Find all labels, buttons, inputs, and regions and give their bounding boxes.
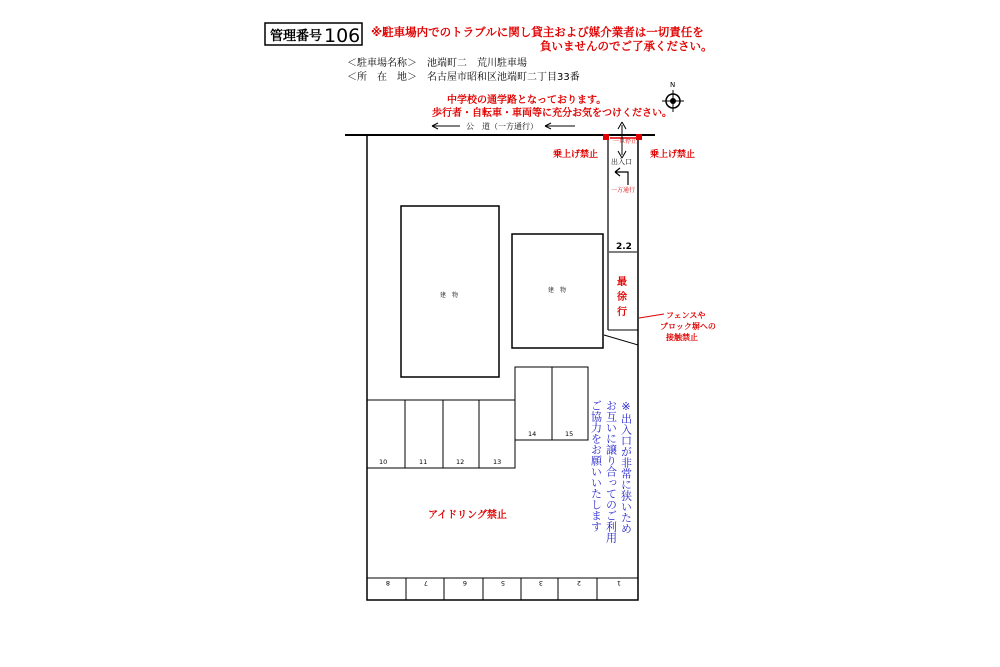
space-2: 2 xyxy=(576,579,581,587)
space-7: 7 xyxy=(423,579,428,587)
slow-char-2: 徐 xyxy=(617,292,627,303)
space-8: 8 xyxy=(385,579,390,587)
disclaimer-line2: 負いませんのでご了承ください。 xyxy=(540,39,713,53)
narrow-note-line2: お互いに譲り合ってのご利用 xyxy=(604,400,618,543)
building-b-label: 建 物 xyxy=(548,287,567,294)
mgmt-label: 管理番号 xyxy=(270,29,323,44)
fence-pointer xyxy=(639,314,664,318)
mgmt-number: 106 xyxy=(324,25,361,47)
corner-mark-left xyxy=(603,134,609,140)
space-13: 13 xyxy=(493,458,502,466)
space-15: 15 xyxy=(565,430,574,438)
address: ＜所 在 地＞ 名古屋市昭和区池端町二丁目33番 xyxy=(347,72,580,83)
idling-label: アイドリング禁止 xyxy=(428,510,507,521)
no-curb-left: 乗上げ禁止 xyxy=(553,150,599,160)
narrow-note-line3: ご協力をお願いいたします xyxy=(589,400,603,532)
school-route-line2: 歩行者・自転車・車両等に充分お気をつけください。 xyxy=(432,108,672,119)
space-14: 14 xyxy=(528,430,537,438)
width-label: 2.2 xyxy=(616,242,632,252)
road-label: 公 道（一方通行） xyxy=(466,122,538,131)
slow-char-3: 行 xyxy=(617,307,627,318)
one-way-label: 一方通行 xyxy=(611,187,636,194)
spaces-mid-outline xyxy=(515,367,588,440)
slow-char-1: 最 xyxy=(617,277,627,288)
space-6: 6 xyxy=(462,579,467,587)
fence-line2: ブロック塀への xyxy=(660,322,716,331)
school-route-line1: 中学校の通学路となっております。 xyxy=(447,95,607,106)
space-11: 11 xyxy=(419,458,428,466)
building-a-label: 建 物 xyxy=(440,292,459,299)
space-12: 12 xyxy=(456,458,465,466)
fence-line1: フェンスや xyxy=(666,311,706,320)
no-stop-label: 一旦停止 xyxy=(613,138,638,145)
no-curb-right: 乗上げ禁止 xyxy=(650,150,696,160)
north-label: N xyxy=(670,81,676,89)
entrance-label: 出入口 xyxy=(611,158,632,166)
disclaimer-line1: ※駐車場内でのトラブルに関し貸主および媒介業者は一切責任を xyxy=(371,25,704,39)
turn-arrow-icon xyxy=(615,168,628,185)
lot-name: ＜駐車場名称＞ 池端町二 荒川駐車場 xyxy=(347,58,527,69)
narrow-note-line1: ※出入口が非常に狭いため xyxy=(619,400,633,534)
fence-line3: 接触禁止 xyxy=(666,333,698,342)
space-1: 1 xyxy=(616,579,621,587)
space-5: 5 xyxy=(500,579,505,587)
space-10: 10 xyxy=(379,458,388,466)
space-3: 3 xyxy=(538,579,543,587)
fence-slant xyxy=(604,335,638,345)
